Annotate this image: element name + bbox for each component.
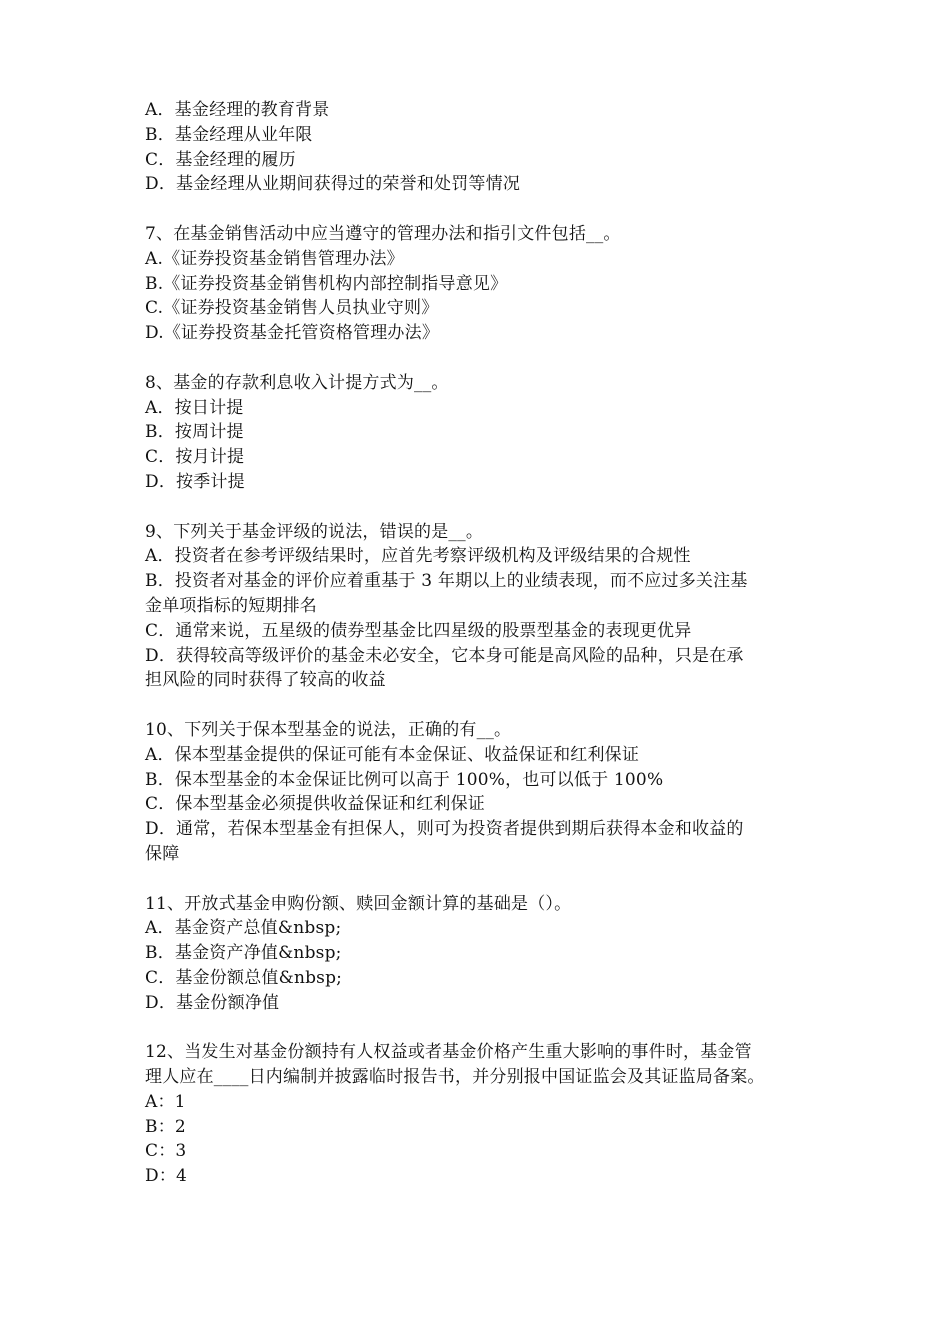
option-b: B.《证券投资基金销售机构内部控制指导意见》 xyxy=(145,273,508,294)
document-page xyxy=(145,98,825,1189)
spacer xyxy=(145,693,825,718)
question-7 xyxy=(145,222,825,346)
option-a: A．基金经理的教育背景 xyxy=(145,100,330,120)
question-text: 9、下列关于基金评级的说法，错误的是__。 xyxy=(145,521,484,542)
question-text: 8、基金的存款利息收入计提方式为__。 xyxy=(145,372,449,393)
option-d: D．基金份额净值 xyxy=(145,992,280,1013)
question-text-continued: 理人应在____日内编制并披露临时报告书，并分别报中国证监会及其证监局备案。 xyxy=(145,1067,765,1088)
option-a: A．基金资产总值&nbsp; xyxy=(145,918,342,939)
question-text: 12、当发生对基金份额持有人权益或者基金价格产生重大影响的事件时，基金管 xyxy=(145,1042,752,1063)
question-6-options xyxy=(145,98,825,197)
question-8 xyxy=(145,371,825,495)
spacer xyxy=(145,867,825,892)
option-c: C：3 xyxy=(145,1141,187,1162)
spacer xyxy=(145,346,825,371)
option-a: A：1 xyxy=(145,1091,186,1112)
option-b: B．基金经理从业年限 xyxy=(145,124,313,145)
option-b-continued: 金单项指标的短期排名 xyxy=(145,595,317,616)
question-text: 11、开放式基金申购份额、赎回金额计算的基础是（）。 xyxy=(145,893,572,914)
option-d: D.《证券投资基金托管资格管理办法》 xyxy=(145,323,440,344)
option-d-continued: 保障 xyxy=(145,843,180,864)
option-d: D：4 xyxy=(145,1166,188,1187)
option-d-continued: 担风险的同时获得了较高的收益 xyxy=(145,670,386,691)
question-11 xyxy=(145,892,825,1016)
option-a: A．按日计提 xyxy=(145,397,244,418)
option-b: B．基金资产净值&nbsp; xyxy=(145,943,342,964)
option-d: D．通常，若保本型基金有担保人，则可为投资者提供到期后获得本金和收益的 xyxy=(145,819,744,840)
option-b: B：2 xyxy=(145,1116,186,1137)
option-c: C.《证券投资基金销售人员执业守则》 xyxy=(145,298,439,319)
question-text: 10、下列关于保本型基金的说法，正确的有__。 xyxy=(145,719,512,740)
spacer xyxy=(145,495,825,520)
spacer xyxy=(145,197,825,222)
spacer xyxy=(145,1015,825,1040)
option-b: B．投资者对基金的评价应着重基于 3 年期以上的业绩表现，而不应过多关注基 xyxy=(145,571,748,592)
option-d: D．基金经理从业期间获得过的荣誉和处罚等情况 xyxy=(145,174,521,195)
question-9 xyxy=(145,520,825,694)
option-c: C．基金经理的履历 xyxy=(145,149,296,170)
option-a: A.《证券投资基金销售管理办法》 xyxy=(145,248,404,269)
question-12 xyxy=(145,1040,825,1189)
question-10 xyxy=(145,718,825,867)
option-b: B．保本型基金的本金保证比例可以高于 100%，也可以低于 100% xyxy=(145,769,664,790)
option-c: C．按月计提 xyxy=(145,447,245,468)
option-d: D．按季计提 xyxy=(145,471,245,492)
question-text: 7、在基金销售活动中应当遵守的管理办法和指引文件包括__。 xyxy=(145,223,621,244)
option-d: D．获得较高等级评价的基金未必安全，它本身可能是高风险的品种，只是在承 xyxy=(145,645,744,666)
option-c: C．基金份额总值&nbsp; xyxy=(145,967,343,988)
option-c: C．通常来说，五星级的债券型基金比四星级的股票型基金的表现更优异 xyxy=(145,620,692,641)
option-b: B．按周计提 xyxy=(145,422,244,443)
option-c: C．保本型基金必须提供收益保证和红利保证 xyxy=(145,794,486,815)
option-a: A．投资者在参考评级结果时，应首先考察评级机构及评级结果的合规性 xyxy=(145,546,691,567)
option-a: A．保本型基金提供的保证可能有本金保证、收益保证和红利保证 xyxy=(145,744,640,765)
